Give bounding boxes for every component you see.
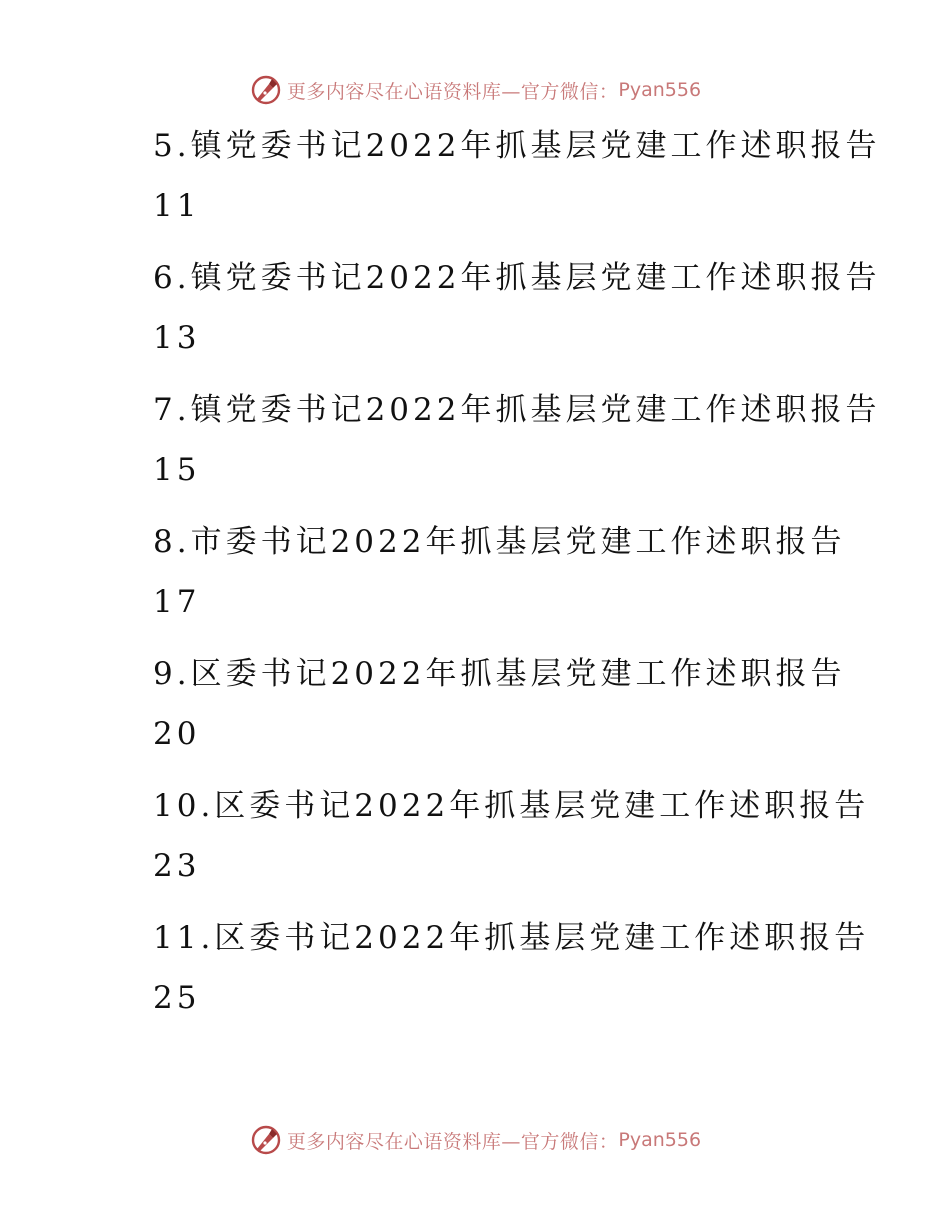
header-banner — [0, 70, 950, 110]
toc-entry-page: 23 — [153, 848, 201, 884]
toc-list — [153, 122, 881, 1046]
fountain-pen-logo-icon — [249, 73, 283, 107]
toc-entry[interactable] — [153, 782, 873, 914]
banner-text: 更多内容尽在心语资料库—官方微信： — [286, 1130, 619, 1153]
toc-entry-title: 6.镇党委书记2022年抓基层党建工作述职报告 — [153, 260, 881, 296]
toc-entry[interactable] — [153, 254, 881, 386]
toc-entry-page: 11 — [153, 188, 201, 224]
toc-entry-page: 15 — [153, 452, 201, 488]
toc-entry-title: 8.市委书记2022年抓基层党建工作述职报告 — [153, 524, 846, 560]
fountain-pen-logo-icon — [249, 1123, 283, 1157]
banner-text: 更多内容尽在心语资料库—官方微信： — [286, 80, 619, 103]
banner-wechat-id: Pyan556 — [618, 1129, 702, 1151]
toc-entry-title: 7.镇党委书记2022年抓基层党建工作述职报告 — [153, 392, 881, 428]
toc-entry-title: 11.区委书记2022年抓基层党建工作述职报告 — [153, 920, 870, 956]
toc-entry-title: 9.区委书记2022年抓基层党建工作述职报告 — [153, 656, 846, 692]
banner-wechat-id: Pyan556 — [618, 79, 702, 101]
toc-entry[interactable] — [153, 518, 873, 650]
toc-entry-page: 25 — [153, 980, 201, 1016]
toc-entry-page: 17 — [153, 584, 201, 620]
toc-entry[interactable] — [153, 386, 881, 518]
footer-banner — [0, 1120, 950, 1160]
toc-entry-page: 13 — [153, 320, 201, 356]
toc-entry[interactable] — [153, 650, 873, 782]
toc-entry[interactable] — [153, 914, 873, 1046]
toc-entry-page: 20 — [153, 716, 201, 752]
toc-entry-title: 5.镇党委书记2022年抓基层党建工作述职报告 — [153, 128, 881, 164]
toc-entry-title: 10.区委书记2022年抓基层党建工作述职报告 — [153, 788, 870, 824]
toc-entry[interactable] — [153, 122, 881, 254]
